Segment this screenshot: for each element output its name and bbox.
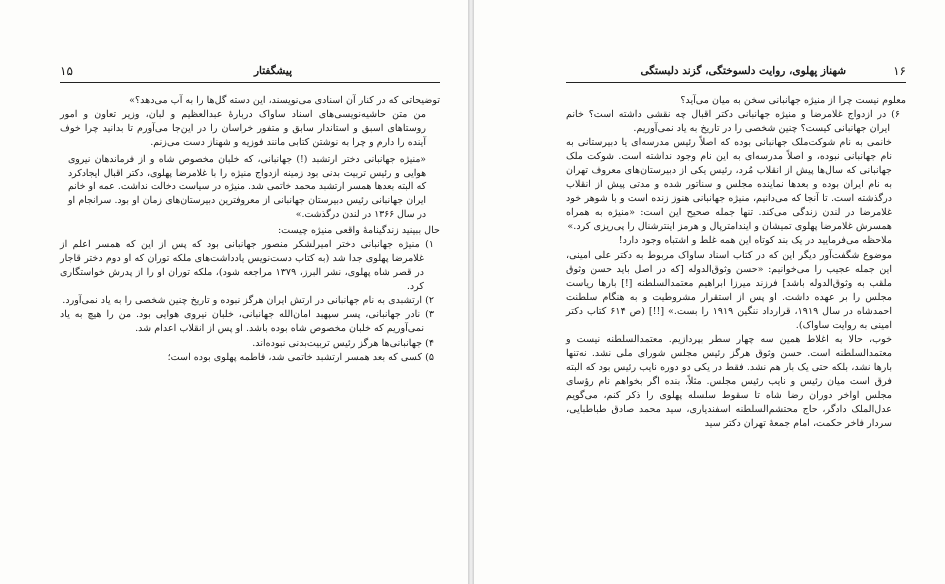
left-list-item-4: ۴) جهانبانی‌ها هرگز رئیس تربیت‌بدنی نبوده‌اند. <box>252 337 434 349</box>
right-running-head: شهناز پهلوی، روایت دلسوختگی، گزند دلبستگی <box>640 65 846 77</box>
left-paragraph-2: من متن حاشیه‌نویسی‌های اسناد ساواک دربارهٔ عبدالعظیم و لبان، وزیر تعاون و امور روستاهای اسبق و استاندار سابق و متفور خراسان را در این‌جا می‌آورم تا بدانید چرا خوف آینده را دارم و چرا به نوشتن کتابی مانند فوزیه و شهناز دست می‌زنم. <box>60 109 426 149</box>
left-paragraph-3: حال ببینید زندگینامهٔ واقعی منیژه چیست: <box>277 225 440 237</box>
left-running-head: پیشگفتار <box>253 65 292 77</box>
right-page <box>474 0 945 584</box>
left-page-header <box>60 64 440 82</box>
left-page-number: ۱۵ <box>60 64 73 78</box>
right-paragraph-3: ملاحظه می‌فرمایید در یک بند کوتاه این همه غلط و اشتباه وجود دارد! <box>618 235 892 247</box>
right-page-number: ۱۶ <box>893 64 906 78</box>
left-list-item-2: ۲) ارتشبدی به نام جهانبانی در ارتش ایران هرگز نبوده و تاریخ چنین شخصی را به یاد نمی‌آورد. <box>62 295 434 307</box>
left-paragraph-1: توضیحاتی که در کنار آن اسنادی می‌نویسند، این دسته گل‌ها را به آب می‌دهد؟» <box>129 95 440 106</box>
left-list-item-3: ۳) نادر جهانبانی، پسر سپهبد امان‌الله جهانبانی، خلبان نیروی هوایی بود. من را هیچ به یاد نمی‌آوریم که خلبان مخصوص شاه بوده باشد. او پس از انقلاب اعدام شد. <box>60 309 434 335</box>
right-page-header <box>566 64 906 82</box>
left-page <box>0 0 468 584</box>
left-list-item-5: ۵) کسی که بعد همسر ارتشبد خاتمی شد، فاطمه پهلوی بوده است؛ <box>167 351 434 363</box>
right-header-rule <box>566 82 906 83</box>
left-header-rule <box>60 82 440 83</box>
right-page-body <box>566 94 906 431</box>
right-list-item-6: ۶) در ازدواج غلامرضا و منیژه جهانبانی دکتر اقبال چه نقشی داشته است؟ خانم ایران جهانبانی کیست؟ چنین شخصی را در تاریخ به یاد نمی‌آوریم. <box>566 109 900 135</box>
right-paragraph-4: موضوع شگفت‌آور دیگر این که در کتاب اسناد ساواک مربوط به دکتر علی امینی، این جمله عجیب را می‌خوانیم: «حسن وثوق‌الدوله [که در اصل باید حسن وثوق ملقب به وثوق‌الدوله باشد] فرزند میرزا ابراهیم معتمدالسلطنه [!] بارها ریاست مجلس را بر عهده داشت. او پس از استقرار مشروطیت و به هنگام سلطنت احمدشاه در سال ۱۹۱۹، قرارداد ننگین ۱۹۱۹ را بست.» [!!] (ص ۶۱۴ کتاب دکتر امینی به روایت ساواک). <box>566 249 893 331</box>
left-quote-block: «منیژه جهانبانی دختر ارتشبد (!) جهانبانی، که خلبان مخصوص شاه و از فرماندهان نیروی هوایی و رئیس تربیت بدنی بود زمینه ازدواج منیژه را با غلامرضا پهلوی، دکتر اقبال ایجادکرد که البته بعدها همسر ارتشبد محمد خاتمی شد. منیژه در سیاست دخالت نداشت. عمه او خانم ایران جهانبانی رئیس دبیرستان جهانبانی از معروفترین دبیرستان‌های زمان او بود. سرانجام او در سال ۱۳۶۶ در لندن درگذشت.» <box>68 154 426 220</box>
right-paragraph-2: خانمی به نام شوکت‌ملک جهانبانی بوده که اصلاً رئیس مدرسه‌ای یا دبیرستانی به نام جهانبانی نبوده، و اصلاً مدرسه‌ای به این نام وجود نداشته است. شوکت ملک جهانبانی که سال‌ها پیش از انقلاب مُرد، رئیس یکی از دبیرستان‌های معروف تهران به نام ایران بوده و بعدها نماینده مجلس و سناتور شده و مدتی پیش از انقلاب درگذشته است. تا آنجا که می‌دانیم، منیژه جهانبانی هنوز زنده است و با شوهر خود غلامرضا در لندن زندگی می‌کند. تنها جمله صحیح این است: «منیژه به همراه همسرش غلامرضا پهلوی تمیشان و ایندامترپال و هرمز اینترشنال را پی‌ریزی کرد.» <box>566 137 892 233</box>
right-paragraph-5: خوب، حالا به اغلاط همین سه چهار سطر بپردازیم. معتمدالسلطنه نیست و معتمدالسلطنه است. حسن وثوق هرگز رئیس مجلس شورای ملی نشد. نه‌تنها بارها نشد، بلکه حتی یک بار هم نشد. فقط در یکی دو دوره نایب رئیس بود که البته فرق است میان رئیس و نایب رئیس مجلس. مثلاً، بنده اگر بخواهم نام رؤسای مجلس اواخر دوران رضا شاه تا سقوط سلسله پهلوی را ذکر کنم، می‌گویم عدل‌الملک دادگر، حاج محتشم‌السلطنه اسفندیاری، سید محمد صادق طباطبایی، سردار فاخر حکمت، امام جمعهٔ تهران دکتر سید <box>566 333 892 430</box>
left-page-body <box>60 94 440 365</box>
left-list-item-1: ۱) منیژه جهانبانی دختر امیرلشکر منصور جهانبانی بود که پس از این که همسر اعلم از غلامرضا پهلوی جدا شد (به کتاب دست‌نویس یادداشت‌های ملکه توران که او دوم دختر قاجار در قصر شاه پهلوی، نشر البرز، ۱۳۷۹ مراجعه شود)، ملکه توران او را از پدرش خواستگاری کرد. <box>60 239 434 293</box>
right-paragraph-1: معلوم نیست چرا از منیژه جهانبانی سخن به میان می‌آید؟ <box>680 95 906 106</box>
